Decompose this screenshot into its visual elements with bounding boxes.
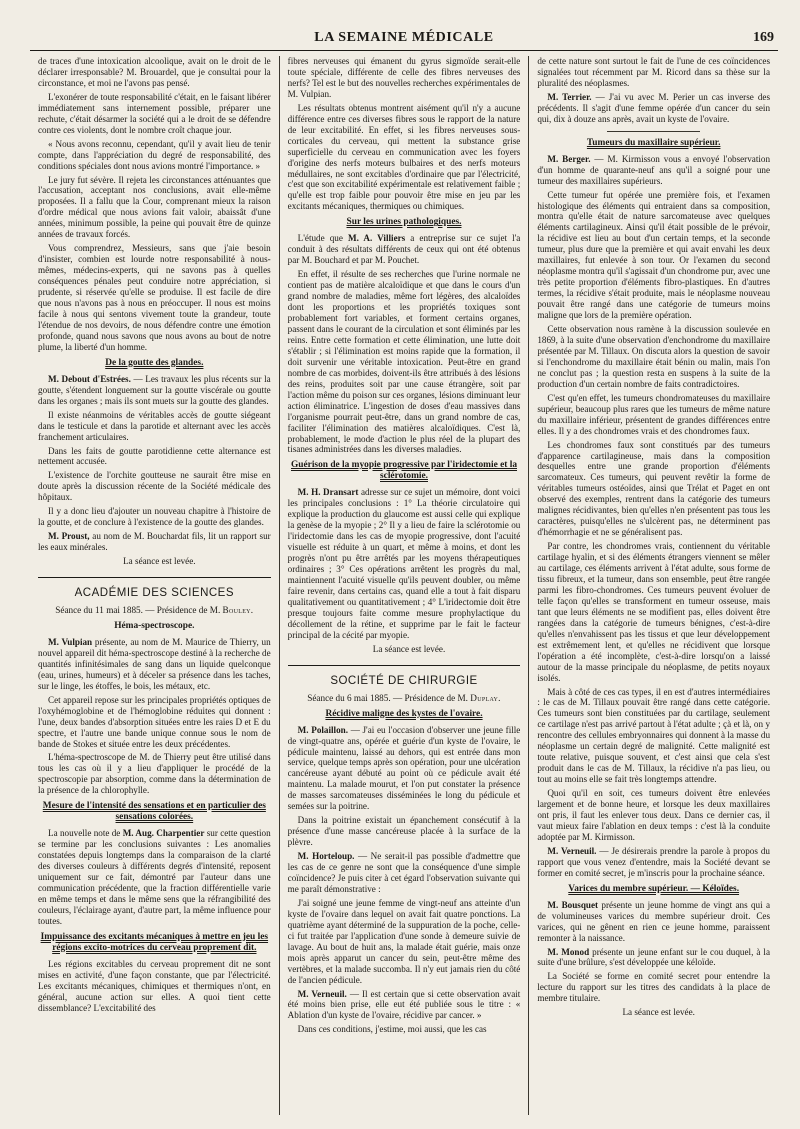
- paragraph-text: — Il est certain que si cette observation avait été moins bien prise, elle eut été publiée sous le titre : « Ablation d'un kyste de l'ovaire, récidive par cancer. »: [287, 988, 521, 1021]
- paragraph: [288, 487, 521, 640]
- paragraph: [38, 828, 271, 927]
- paragraph: C'est qu'en effet, les tumeurs chondromateuses du maxillaire supérieur, beaucoup plus rares que les tumeurs de même nature du maxillaire inférieur, présentent de grandes différences entre elles. Il y a des chondromes vrais et des chondromes faux.: [537, 392, 771, 436]
- paragraph: Il existe néanmoins de véritables accès de goutte siégeant dans le testicule et dans la parotide et alternant avec les accès franchement articulaires.: [38, 409, 271, 442]
- paragraph: Il y a donc lieu d'ajouter un nouveau chapitre à l'histoire de la goutte, et de conclure à l'existence de la goutte des glandes.: [38, 506, 271, 528]
- paragraph-text: adresse sur ce sujet un mémoire, dont voici les principales conclusions : 1° La théorie circulatoire qui explique la production du glaucome est aussi celle qui explique la genèse de la myopie ; 2° Il y a lieu de faire la sclérotomie ou l'iridectomie dans les cas de myopie progressive, dont l'acuité visuelle est réduite à un quart, et même à moins, et dont les progrès n'ont pu être arrêtés par les moyens thérapeutiques ordinaires ; 3° Ces opérations arrêtent les progrès du mal, maintiennent l'acuité visuelle qu'ils peuvent doubler, ou même faire revenir, dans certains cas, quand elle a tout à fait disparu qualitativement ou quantitativement ; 4° L'iridectomie doit être presque toujours faite comme mesure prophylactique du décollement de la rétine, et supprime par le fait le facteur principal de la cécité par myopie.: [287, 487, 521, 640]
- column-3: [528, 56, 778, 1115]
- paragraph: de traces d'une intoxication alcoolique, avait on le droit de le déclarer irresponsable? M. Brouardel, que je consultai pour la circonstance, et moi ne l'avons pas pensé.: [38, 56, 271, 88]
- journal-title: LA SEMAINE MÉDICALE: [314, 30, 494, 45]
- paragraph: Dans les faits de goutte parotidienne cette alternance est nettement accusée.: [38, 445, 271, 467]
- speaker-name: M. A. Villiers: [347, 233, 406, 244]
- paragraph-text: — J'ai vu avec M. Perier un cas inverse des précédents. Il s'agit d'une femme opérée d'un cancer du sein qui, dix à douze ans après, avait un kyste de l'ovaire.: [537, 91, 771, 124]
- paragraph: Mais à côté de ces cas types, il en est d'autres intermédiaires : le cas de M. Tillaux pouvait être rangé dans cette catégorie. Ces tumeurs sont bien constituées par du cartilage, seulement ce cartilage n'est pas arrivé partout à l'état adulte ; çà et là, on y rencontre des cellules embryonnaires qui donnent à la masse du néoplasme un certain degré de malignité. Cette malignité est toute relative, puisque souvent, et c'est ainsi que cela s'est produit dans le cas de M. Tillaux, la récidive n'a pas lieu, ou tout au moins elle se fait très longtemps attendre.: [537, 686, 771, 785]
- speaker-name: M. H. Dransart: [297, 487, 359, 498]
- society-heading: SOCIÉTÉ DE CHIRURGIE: [288, 665, 521, 687]
- section-heading: Tumeurs du maxillaire supérieur.: [586, 137, 721, 148]
- paragraph: [537, 900, 770, 944]
- paragraph-text: présente un jeune enfant sur le cou duquel, à la suite d'une brûlure, s'est développée une kéloïde.: [537, 946, 771, 968]
- section-heading: Récidive maligne des kystes de l'ovaire.: [325, 708, 483, 719]
- paragraph-text: L'étude que: [297, 233, 348, 244]
- session-date: Séance du 6 mai 1885. — Présidence de M.: [307, 692, 468, 703]
- session-date: Séance du 11 mai 1885. — Présidence de M.: [55, 604, 221, 615]
- speaker-name: M. Aug. Charpentier: [122, 828, 205, 839]
- columns: [30, 56, 778, 1115]
- paragraph-text: La nouvelle note de: [48, 828, 123, 839]
- paragraph: « Nous avons reconnu, cependant, qu'il y avait lieu de tenir compte, dans l'appréciation du degré de responsabilité, des conditions spéciales dont nous avions montré l'importance. »: [38, 138, 271, 171]
- session-closed: La séance est levée.: [622, 1007, 695, 1018]
- session-closed: La séance est levée.: [372, 643, 446, 654]
- paragraph: Les régions excitables du cerveau proprement dit ne sont mises en activité, d'une façon constante, que par l'électricité. Les excitants mécaniques, chimiques et thermiques n'ont, en général, aucune action sur elles. A quoi tient cette dissemblance? L'excitabilité des: [38, 958, 271, 1013]
- paragraph: J'ai soigné une jeune femme de vingt-neuf ans atteinte d'un kyste de l'ovaire dans lequel on avait fait quatre ponctions. La quatrième ayant déterminé de la suppuration de la poche, celle-ci fut traitée par l'application d'une sonde à demeure suivie de lavage. Au bout de huit ans, la malade était guérie, mais onze mois après apparut un cancer du sein, peut-être même des vertèbres, et la malade succomba. Il n'y eut jamais rien du côté de l'ancien pédicule.: [287, 897, 521, 985]
- paragraph: [537, 154, 770, 187]
- speaker-name: M. Polaillon.: [297, 724, 349, 735]
- section-heading: De la goutte des glandes.: [105, 357, 204, 368]
- paragraph: fibres nerveuses qui émanent du gyrus sigmoïde serait-elle toute spéciale, différente de celle des fibres nerveuses des nerfs? Tel est le but des nouvelles recherches expérimentales de M. Vulpian.: [287, 56, 521, 99]
- session-closed: La séance est levée.: [123, 556, 196, 567]
- paragraph: Cet appareil repose sur les principales propriétés optiques de l'oxyhémoglobine et de l'hémoglobine réduites qui donnent : l'une, deux bandes d'absorption situées entre les raies D et E du spectre, et l'autre une bande unique connue sous le nom de bande de Stokes et située entre les deux précédentes.: [38, 694, 271, 749]
- paragraph: de cette nature sont surtout le fait de l'une de ces coïncidences signalées tout récemment par M. Ricord dans sa thèse sur la pluralité des néoplasmes.: [537, 56, 771, 88]
- paragraph: [288, 233, 521, 266]
- paragraph: L'exonérer de toute responsabilité c'était, en le faisant libérer immédiatement sans internement possible, préparer une rechute, c'était désarmer la société qui a le droit de se défendre contre ces violents, dont le nombre croît chaque jour.: [38, 91, 271, 135]
- paragraph-text: présente un jeune homme de vingt ans qui a de volumineuses varices du membre supérieur droit. Ces varices, qui ne gênent en rien ce jeune homme, paraissent remonter à la naissance.: [537, 899, 771, 943]
- speaker-name: M. Verneuil.: [297, 988, 347, 999]
- speaker-name: M. Monod: [547, 946, 590, 957]
- paragraph: [38, 637, 271, 692]
- session-line: [288, 693, 521, 704]
- paragraph: [537, 846, 770, 879]
- paragraph-text: — Les travaux les plus récents sur la goutte, s'étendent longuement sur la goutte viscérale ou goutte dans les organes ; mais ils sont muets sur la goutte des glandes.: [38, 373, 271, 406]
- speaker-name: M. Bousquet: [547, 899, 599, 910]
- section-heading: Varices du membre supérieur. — Kéloïdes.: [568, 883, 740, 894]
- president-name: Bouley.: [222, 604, 254, 615]
- paragraph: L'existence de l'orchite goutteuse ne saurait être mise en doute après la discussion récente de la Société médicale des hôpitaux.: [38, 470, 271, 503]
- paragraph: Cette tumeur fut opérée une première fois, et l'examen histologique des éléments qui entraient dans sa composition, montra qu'elle était de nature sarcomateuse avec quelques éléments cartilagineux. Ainsi qu'il était possible de le prévoir, la récidive est lieu au bout d'un certain temps, et la seconde tumeur, plus dure que la première et qui avait envahi les deux maxillaires, fut enlevée à son tour. Or l'examen du second néoplasme montra qu'il s'agissait d'un chondrome pur, avec une très petite proportion d'éléments fibro-plastiques. En d'autres termes, la récidive s'était produite, mais le néoplasme nouveau pouvait être rangé dans une catégorie de tumeurs moins maligne que lors de la première opération.: [537, 189, 771, 321]
- section-heading: Impuissance des excitants mécaniques à mettre en jeu les régions excito-motrices du cerveau proprement dit.: [40, 931, 269, 953]
- paragraph: L'héma-spectroscope de M. de Thierry peut être utilisé dans tous les cas où il y a lieu d'appliquer le procédé de la spectroscopie par absorption, comme dans la détermination de la présence de la chlorophylle.: [38, 752, 271, 796]
- paragraph-text: — J'ai eu l'occasion d'observer une jeune fille de vingt-quatre ans, opérée et guérie d'un kyste de l'ovaire, le pédicule maintenu, laissé au dehors, qui est entrée dans mon service, quelque temps après son opération, pour une ulcération cancéreuse ayant débuté au point où ce pédicule avait été maintenu. La malade mourut, et l'on put constater la présence de masses sarcomateuses disséminées le long du pédicule et semées sur la poitrine.: [287, 724, 521, 812]
- paragraph: Les chondromes faux sont constitués par des tumeurs d'apparence cartilagineuse, mais dans la composition desquelles entre une grande proportion d'éléments sarcomateux. Ces tumeurs, qui peuvent revêtir la forme de véritables tumeurs ostéoïdes, ainsi que Trélat et Paget en ont observé des exemples, rentrent dans la catégorie des tumeurs malignes récidivantes, bien qu'elles n'en présentent pas tous les caractères, puisqu'elles ne s'ulcèrent pas, ne déterminent pas d'hémorrhagie et ne se généralisent pas.: [537, 439, 771, 538]
- paragraph: [288, 725, 521, 813]
- divider: [607, 131, 700, 132]
- page-number: 169: [753, 30, 774, 45]
- paragraph-text: — Ne serait-il pas possible d'admettre que les cas de ce genre ne sont que la conséquence d'une simple coïncidence? Je puis citer à cet égard l'observation suivante qui me paraît démonstrative :: [287, 851, 521, 894]
- paragraph: En effet, il résulte de ses recherches que l'urine normale ne contient pas de matière alcaloïdique et que dans le cours d'un grand nombre de maladies, même fort légères, des alcaloïdes dont les proportions et les propriétés toxiques sont probablement fort variables, et forment certains organes, passent dans le courant de la circulation et sont éliminés par les reins. Entre cette formation et cette élimination, une lutte doit s'établir ; si l'élimination est moins rapide que la formation, il doit survenir une véritable intoxication. Peut-être en grand nombre de cas morbides, doivent-ils être attribués à des lésions des reins, produites soit par une cause étrangère, soit par l'action même du poison sur ces organes, lésions diminuant leur action éliminatrice. L'ingestion de doses d'eau massives dans l'organisme pourrait peut-être, dans un grand nombre de cas, faciliter l'élimination des matières alcaloïdiques. C'est là, probablement, le mode d'action le plus réel de la plupart des tisanes administrées dans les diverses maladies.: [287, 269, 521, 455]
- paragraph: Les résultats obtenus montrent aisément qu'il n'y a aucune différence entre ces diverses fibres sous le rapport de la nature de leur excitabilité. En effet, si les fibres nerveuses sous-corticales du cerveau, qui mettent la substance grise superficielle du cerveau en communication avec les foyers d'origine des nerfs moteurs bulbaires et des nerfs moteurs médullaires, ne sont excitables d'ordinaire que par l'électricité, c'est que son excitabilité expérimentale est relativement faible ; qu'elle est trop faible pour pouvoir être mise en jeu par les excitants mécaniques, thermiques ou chimiques.: [287, 102, 521, 212]
- paragraph: Le jury fut sévère. Il rejeta les circonstances atténuantes que l'accusation, acceptant nos conclusions, avait elle-même proposées. Il a fallu que la Cour, comprenant mieux la raison d'ordre médical que nous avions fait valoir, abaissât d'une années, minimum possible, la peine qui pouvait être de quinze années de travaux forcés.: [38, 174, 271, 240]
- paragraph: [537, 92, 770, 125]
- session-line: [38, 605, 271, 616]
- speaker-name: M. Terrier.: [547, 91, 592, 102]
- speaker-name: M. Vulpian: [48, 636, 93, 647]
- paragraph: [288, 851, 521, 895]
- speaker-name: M. Horteloup.: [297, 851, 355, 862]
- paragraph-text: présente, au nom de M. Maurice de Thierry, un nouvel appareil dit héma-spectroscope destiné à la recherche de quantités infinitésimales de sang dans un liquide quelconque (eau, urines, humeurs) et à déceler sa présence dans les taches, sur le linge, les étoffes, le bois, les métaux, etc.: [38, 636, 271, 691]
- paragraph: Dans la poitrine existait un épanchement consécutif à la présence d'une masse cancéreuse placée à la surface de la plèvre.: [287, 815, 521, 848]
- paragraph: [38, 531, 271, 553]
- society-heading: ACADÉMIE DES SCIENCES: [38, 577, 271, 599]
- paragraph: [537, 947, 770, 969]
- section-heading: Guérison de la myopie progressive par l'iridectomie et la sclérotomie.: [291, 460, 518, 482]
- paragraph-text: — Je désirerais prendre la parole à propos du rapport que vous venez d'entendre, mais la Société devant se former en comité secret, je m'inscris pour la prochaine séance.: [537, 845, 771, 878]
- paragraph: Vous comprendrez, Messieurs, sans que j'aie besoin d'insister, combien est lourde notre responsabilité à nous-mêmes, médecins-experts, qui ne savons pas à quelles conséquences pénales peut conduire notre appréciation, si prudente, si réservée qu'elle se produise. Il est facile de dire que nous n'avons pas à nous en préoccuper. Il nous est moins facile à nous qui sentons vivement toute la grandeur, toute l'étendue de nos devoirs, de nous défendre contre une émotion profonde, quand nous savons que nous avons au bout de notre plume, la liberté d'un homme.: [38, 243, 271, 352]
- paragraph: [288, 989, 521, 1022]
- speaker-name: M. Proust,: [48, 531, 90, 542]
- speaker-name: M. Verneuil.: [547, 845, 597, 856]
- paragraph-text: sur cette question se termine par les conclusions suivantes : Les anomalies constatées depuis longtemps dans la comparaison de la clarté des diverses couleurs à différents degrés d'intensité, reposent uniquement sur ce fait, démontré par l'auteur dans une communication précédente, que la fraction différentielle varie en même temps et dans le même sens que la réfrangibilité des couleurs, l'éclairage ayant, d'autre part, la même influence pour toutes.: [38, 828, 271, 926]
- section-heading: Sur les urines pathologiques.: [346, 217, 462, 228]
- paragraph-text: a entreprise sur ce sujet l'a conduit à des résultats différents de ceux qui ont été obtenus par M. Bouchard et par M. Pouchet.: [287, 233, 521, 266]
- paragraph: Cette observation nous ramène à la discussion soulevée en 1869, à la suite d'une observation d'enchondrome du maxillaire présentée par M. Tillaux. On discuta alors la question de savoir si l'enchondrome du maxillaire était bénin ou malin, mais l'on ne conclut pas ; la question resta en suspens à la suite de la production d'un certain nombre de faits contradictoires.: [537, 324, 771, 389]
- column-1: [30, 56, 279, 1115]
- paragraph: Quoi qu'il en soit, ces tumeurs doivent être enlevées largement et de bonne heure, et lorsque les deux maxillaires ont pris, il faut les enlever tous deux. Dans ce dernier cas, il vaut mieux faire l'ablation en deux temps : c'est là la conduite adoptée par M. Kirmisson.: [537, 788, 771, 842]
- page-header: [30, 28, 778, 51]
- paragraph: La Société se forme en comité secret pour entendre la lecture du rapport sur les titres des candidats à la place de membre titulaire.: [537, 971, 771, 1004]
- speaker-name: M. Debout d'Estrées.: [48, 373, 131, 384]
- column-2: [279, 56, 529, 1115]
- paragraph: Dans ces conditions, j'estime, moi aussi, que les cas: [297, 1024, 487, 1035]
- section-heading: Mesure de l'intensité des sensations et en particulier des sensations colorées.: [42, 801, 266, 823]
- paragraph: [38, 374, 271, 407]
- speaker-name: M. Berger.: [547, 153, 591, 164]
- paragraph-text: — M. Kirmisson vous a envoyé l'observation d'un homme de quarante-neuf ans qu'il a soigné pour une tumeur des maxillaires supérieurs.: [537, 153, 771, 186]
- paragraph-text: au nom de M. Bouchardat fils, lit un rapport sur les eaux minérales.: [38, 531, 271, 553]
- paragraph: Par contre, les chondromes vrais, contiennent du véritable cartilage hyalin, et si des éléments étrangers viennent se mêler au cartilage, ces éléments arrivent à l'état adulte, sous forme de tissu fibreux, et la tumeur, dans son ensemble, peut être rangée parmi les fibro-chondromes. Ces tumeurs peuvent évoluer de telle façon qu'elles se transforment en tumeur osseuse, mais tant que leurs éléments ne se modifient pas, elles doivent être rangées dans la catégorie de tumeurs bénignes, c'est-à-dire qu'elles n'envahissent pas les tissus et que leur développement est extrêmement lent, et qu'elles ne récidivent que lorsque l'opération a été incomplète, c'est-à-dire lorsqu'on a laissé autour de la masse principale du néoplasme, de petits noyaux isolés.: [537, 541, 771, 683]
- section-heading: Héma-spectroscope.: [114, 620, 195, 631]
- president-name: Duplay.: [470, 692, 501, 703]
